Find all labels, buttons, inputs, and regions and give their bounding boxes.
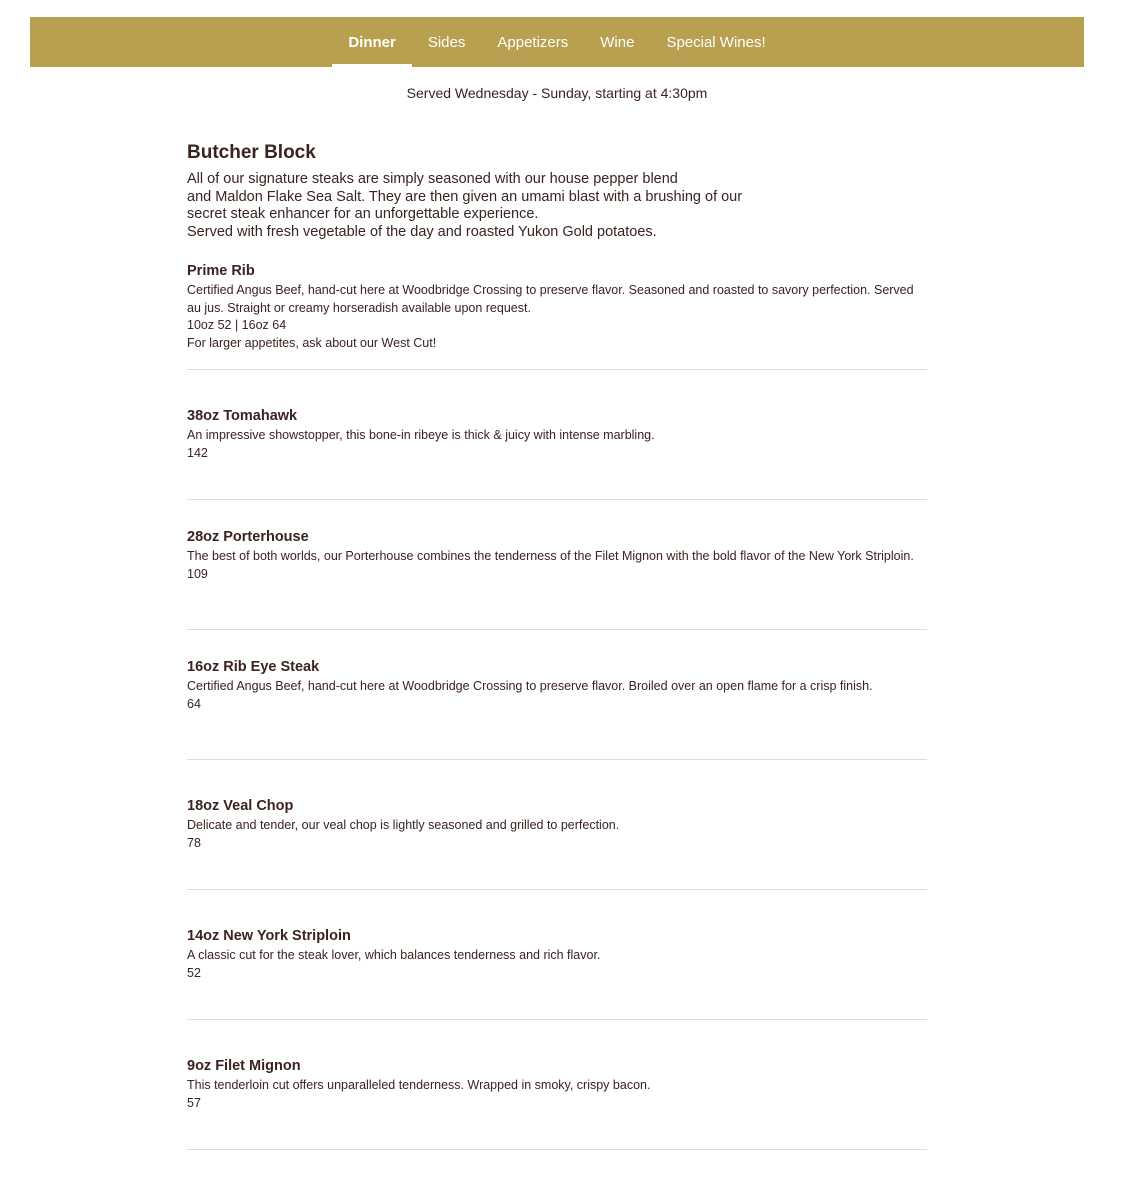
section-description-line: secret steak enhancer for an unforgettable experience. <box>187 206 539 222</box>
served-note: Served Wednesday - Sunday, starting at 4:30pm <box>406 85 708 101</box>
menu-item-price: 10oz 52 | 16oz 64 <box>187 318 287 332</box>
tab-appetizers[interactable]: Appetizers <box>497 33 569 51</box>
menu-item-price: 78 <box>187 835 201 850</box>
menu-item-rib-eye <box>187 630 927 760</box>
menu-item-name: 28oz Porterhouse <box>187 529 309 545</box>
menu-item-name: Prime Rib <box>187 263 255 279</box>
menu-item-veal-chop <box>187 760 927 890</box>
menu-content <box>187 142 927 1150</box>
section-description-line: All of our signature steaks are simply seasoned with our house pepper blend <box>187 171 678 187</box>
tab-dinner[interactable]: Dinner <box>332 17 412 67</box>
menu-item-tomahawk <box>187 370 927 500</box>
menu-item-description: Certified Angus Beef, hand-cut here at Woodbridge Crossing to preserve flavor. Seasoned and roasted to savory perfection. Served au jus. Straight or creamy horseradish available upon request. <box>187 283 914 315</box>
menu-item-description: An impressive showstopper, this bone-in ribeye is thick & juicy with intense marbling. <box>187 428 655 442</box>
menu-item-name: 14oz New York Striploin <box>187 928 351 944</box>
menu-item-name: 18oz Veal Chop <box>187 798 294 814</box>
tab-special-wines[interactable]: Special Wines! <box>666 33 766 51</box>
section-description-line: and Maldon Flake Sea Salt. They are then given an umami blast with a brushing of our <box>187 188 743 205</box>
menu-item-name: 38oz Tomahawk <box>187 408 298 424</box>
menu-item-description: Delicate and tender, our veal chop is lightly seasoned and grilled to perfection. <box>187 818 620 832</box>
menu-item-price: 57 <box>187 1095 201 1110</box>
menu-item-description: The best of both worlds, our Porterhouse combines the tenderness of the Filet Mignon with the bold flavor of the New York Striploin. <box>187 549 914 563</box>
menu-item-description: This tenderloin cut offers unparalleled tenderness. Wrapped in smoky, crispy bacon. <box>187 1078 651 1092</box>
menu-item-description: A classic cut for the steak lover, which balances tenderness and rich flavor. <box>187 948 601 962</box>
section-description-line: Served with fresh vegetable of the day and roasted Yukon Gold potatoes. <box>187 223 657 240</box>
menu-item-price: 142 <box>187 445 208 460</box>
menu-item-description: Certified Angus Beef, hand-cut here at Woodbridge Crossing to preserve flavor. Broiled over an open flame for a crisp finish. <box>187 679 873 693</box>
menu-item-price: 64 <box>187 696 201 711</box>
menu-item-note: For larger appetites, ask about our West Cut! <box>187 335 437 350</box>
menu-item-prime-rib <box>187 241 927 370</box>
section-title: Butcher Block <box>187 142 316 163</box>
menu-tabs <box>30 17 1084 67</box>
section-description <box>187 171 797 241</box>
menu-item-name: 9oz Filet Mignon <box>187 1058 301 1074</box>
menu-item-price: 109 <box>187 566 208 581</box>
menu-item-filet-mignon <box>187 1020 927 1150</box>
menu-item-price: 52 <box>187 965 201 980</box>
tab-wine[interactable]: Wine <box>600 33 635 51</box>
menu-tab-bar <box>30 17 1084 67</box>
menu-item-porterhouse <box>187 500 927 630</box>
tab-sides[interactable]: Sides <box>427 33 466 51</box>
menu-item-striploin <box>187 890 927 1020</box>
menu-item-name: 16oz Rib Eye Steak <box>187 659 320 675</box>
